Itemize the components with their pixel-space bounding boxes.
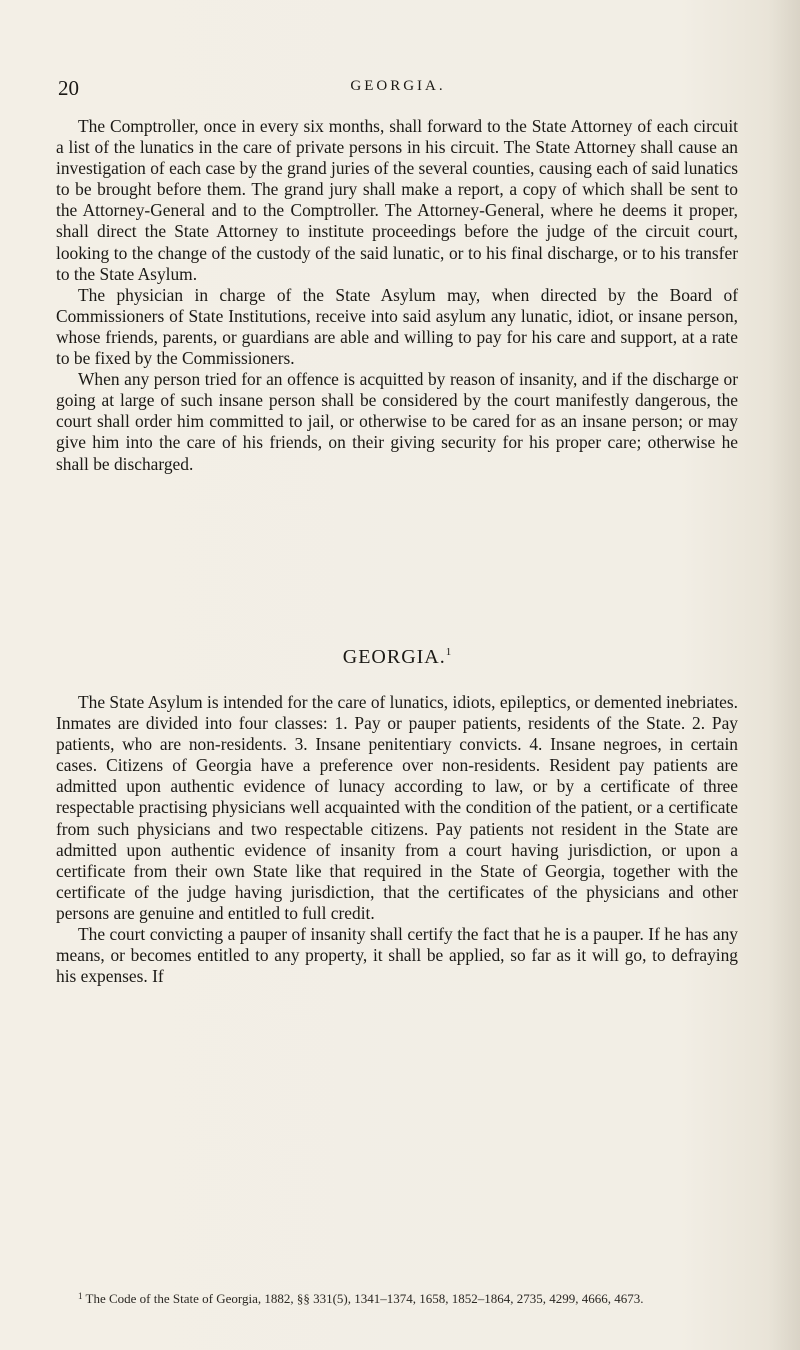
paragraph: The court convicting a pauper of insanity shall certify the fact that he is a pauper. If he has any means, or becomes entitled to any property, it shall be applied, so far as it will go, to defraying his expenses. If bbox=[56, 924, 738, 987]
running-head: GEORGIA. bbox=[350, 78, 446, 94]
page-header bbox=[58, 76, 738, 106]
section-previous-state bbox=[56, 116, 738, 475]
section-heading bbox=[56, 646, 738, 669]
footnote-reference: 1 bbox=[445, 646, 452, 658]
page-number: 20 bbox=[58, 76, 79, 100]
paragraph: When any person tried for an offence is acquitted by reason of insanity, and if the discharge or going at large of such insane person shall be considered by the court manifestly dangerous, the court shall order him committed to jail, or otherwise to be cared for as an insane person; or may give him into the care of his friends, on their giving security for his proper care; otherwise he shall be discharged. bbox=[56, 369, 738, 474]
section-georgia bbox=[56, 692, 738, 987]
footnote-text: The Code of the State of Georgia, 1882, §§ 331(5), 1341–1374, 1658, 1852–1864, 2735, 4299, 4666, 4673. bbox=[85, 1291, 644, 1306]
footnote bbox=[56, 1288, 738, 1307]
paragraph: The physician in charge of the State Asylum may, when directed by the Board of Commissioners of State Institutions, receive into said asylum any lunatic, idiot, or insane person, whose friends, parents, or guardians are able and willing to pay for his care and support, at a rate to be fixed by the Commissioners. bbox=[56, 284, 738, 369]
paragraph: The State Asylum is intended for the care of lunatics, idiots, epileptics, or demented inebriates. Inmates are divided into four classes: 1. Pay or pauper patients, residents of the State. 2. Pay patients, who are non-residents. 3. Insane penitentiary convicts. 4. Insane negroes, in certain cases. Citizens of Georgia have a preference over non-residents. Resident pay patients are admitted upon authentic evidence of lunacy according to law, or by a certificate of three respectable practising physicians well acquainted with the condition of the patient, or a certificate from such physicians and two respectable citizens. Pay patients not resident in the State are admitted upon authentic evidence of insanity from a court having jurisdiction, or upon a certificate from their own State like that required in the State of Georgia, together with the certificate of the judge having jurisdiction, that the certificates of the physicians and other persons are genuine and entitled to full credit. bbox=[56, 692, 738, 923]
paragraph: The Comptroller, once in every six months, shall forward to the State Attorney of each circuit a list of the lunatics in the care of private persons in his circuit. The State Attorney shall cause an investigation of each case by the grand juries of the several counties, causing each of said lunatics to be brought before them. The grand jury shall make a report, a copy of which shall be sent to the Attorney-General and to the Comptroller. The Attorney-General, where he deems it proper, shall direct the State Attorney to institute proceedings before the judge of the circuit court, looking to the change of the custody of the said lunatic, or to his final discharge, or to his transfer to the State Asylum. bbox=[56, 116, 738, 284]
section-heading-text: GEORGIA. bbox=[342, 646, 446, 668]
footnote-mark: 1 bbox=[78, 1291, 83, 1301]
